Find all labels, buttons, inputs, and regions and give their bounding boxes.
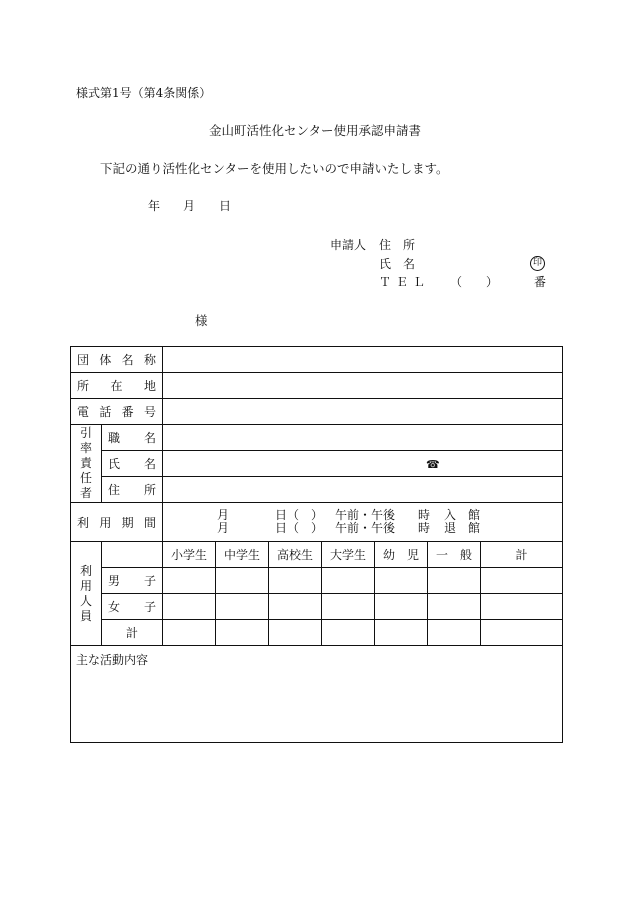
period-exit-line: 月 日（ ） 午前・午後 時 退 館	[217, 521, 481, 535]
total-elementary-cell[interactable]	[163, 620, 216, 646]
total-university-cell[interactable]	[322, 620, 375, 646]
users-label: 利 用 人 員	[71, 542, 102, 646]
date-day: 日	[219, 199, 232, 213]
phone-field[interactable]	[163, 399, 563, 425]
female-high-school-cell[interactable]	[269, 594, 322, 620]
female-infant-cell[interactable]	[375, 594, 428, 620]
col-high-school: 高校生	[269, 542, 322, 568]
tel-parens: （ ）	[450, 275, 499, 289]
date-year: 年	[148, 199, 161, 213]
phone-label: 電 話 番 号	[71, 399, 163, 425]
leader-address-label: 住 所	[102, 477, 163, 503]
male-university-cell[interactable]	[322, 568, 375, 594]
activity-field[interactable]	[71, 646, 563, 743]
col-junior-high: 中学生	[216, 542, 269, 568]
form-number: 様式第1号（第4条関係）	[76, 86, 212, 100]
row-phone	[71, 399, 563, 425]
col-total: 計	[481, 542, 563, 568]
female-elementary-cell[interactable]	[163, 594, 216, 620]
row-period	[71, 503, 563, 542]
total-junior-high-cell[interactable]	[216, 620, 269, 646]
col-general: 一 般	[428, 542, 481, 568]
seal-mark: 印	[530, 254, 545, 271]
application-table	[70, 346, 563, 743]
male-elementary-cell[interactable]	[163, 568, 216, 594]
leader-address-field[interactable]	[163, 477, 563, 503]
row-users-male	[71, 568, 563, 594]
row-leader-name	[71, 451, 563, 477]
leader-name-field[interactable]	[163, 451, 563, 477]
row-leader-title	[71, 425, 563, 451]
intro-text: 下記の通り活性化センターを使用したいので申請いたします。	[100, 161, 449, 176]
col-university: 大学生	[322, 542, 375, 568]
row-activity	[71, 646, 563, 743]
group-name-label: 団 体 名 称	[71, 347, 163, 373]
telephone-icon: ☎	[426, 457, 440, 471]
location-label: 所 在 地	[71, 373, 163, 399]
leader-title-field[interactable]	[163, 425, 563, 451]
leader-name-label: 氏 名	[102, 451, 163, 477]
date-month: 月	[183, 199, 196, 213]
page-title: 金山町活性化センター使用承認申請書	[208, 123, 421, 138]
female-total-cell[interactable]	[481, 594, 563, 620]
female-general-cell[interactable]	[428, 594, 481, 620]
location-field[interactable]	[163, 373, 563, 399]
col-elementary: 小学生	[163, 542, 216, 568]
female-university-cell[interactable]	[322, 594, 375, 620]
male-infant-cell[interactable]	[375, 568, 428, 594]
total-total-cell[interactable]	[481, 620, 563, 646]
male-general-cell[interactable]	[428, 568, 481, 594]
applicant-address-label: 住 所	[379, 238, 416, 252]
male-junior-high-cell[interactable]	[216, 568, 269, 594]
row-users-total	[71, 620, 563, 646]
tel-label: ＴＥＬ	[379, 275, 431, 289]
addressee-sama: 様	[195, 313, 208, 328]
total-high-school-cell[interactable]	[269, 620, 322, 646]
male-total-cell[interactable]	[481, 568, 563, 594]
leader-label: 引 率 責 任 者	[71, 425, 102, 503]
row-location	[71, 373, 563, 399]
female-junior-high-cell[interactable]	[216, 594, 269, 620]
total-general-cell[interactable]	[428, 620, 481, 646]
period-field[interactable]	[163, 503, 563, 542]
activity-label: 主な活動内容	[76, 653, 149, 667]
users-corner	[102, 542, 163, 568]
row-users-header	[71, 542, 563, 568]
applicant-name-label: 氏 名	[379, 257, 416, 271]
row-users-female	[71, 594, 563, 620]
row-leader-address	[71, 477, 563, 503]
male-label: 男 子	[102, 568, 163, 594]
col-infant: 幼 児	[375, 542, 428, 568]
total-label: 計	[102, 620, 163, 646]
tel-suffix: 番	[534, 275, 547, 289]
total-infant-cell[interactable]	[375, 620, 428, 646]
female-label: 女 子	[102, 594, 163, 620]
period-entry-line: 月 日（ ） 午前・午後 時 入 館	[217, 508, 481, 522]
leader-title-label: 職 名	[102, 425, 163, 451]
row-group-name	[71, 347, 563, 373]
group-name-field[interactable]	[163, 347, 563, 373]
period-label: 利 用 期 間	[71, 503, 163, 542]
applicant-label: 申請人	[330, 238, 367, 252]
male-high-school-cell[interactable]	[269, 568, 322, 594]
